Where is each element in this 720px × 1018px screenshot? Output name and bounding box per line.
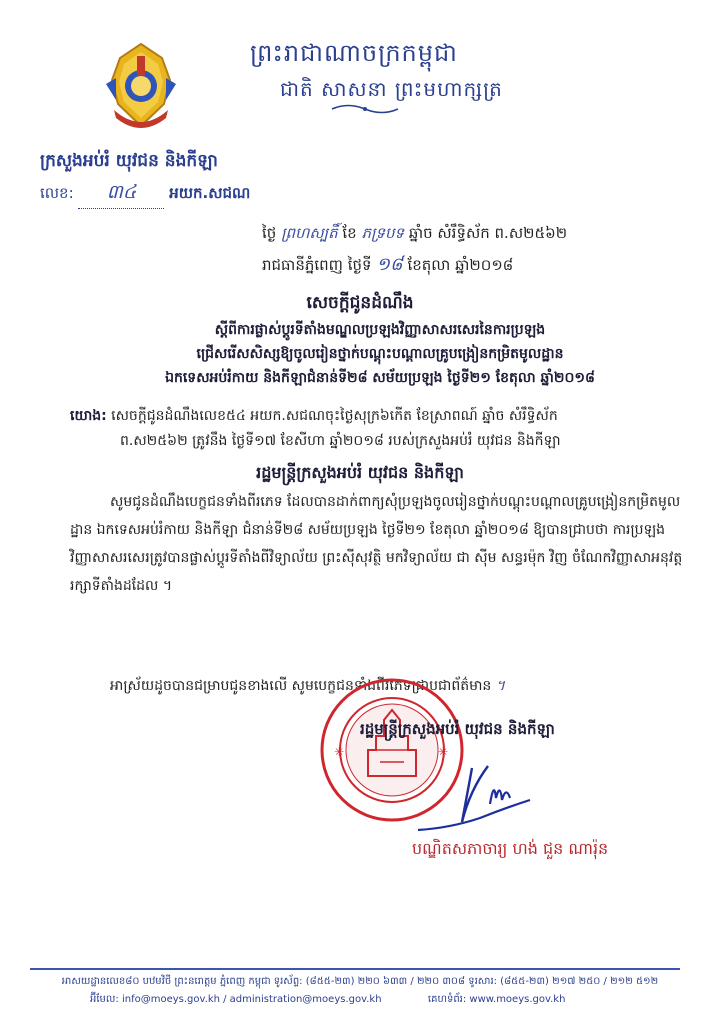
reference-line: សេចក្តីជូនដំណឹងលេខ៥៤ អយក.សជណចុះថ្ងៃសុក្រ៦កើត ខែស្រាពណ៍ ឆ្នាំច សំរឹទ្ធិស័ក — [111, 408, 558, 424]
closing-mark: ។ — [495, 678, 506, 694]
national-motto: ជាតិ សាសនា ព្រះមហាក្សត្រ — [280, 77, 503, 101]
lunar-day: ព្រហស្បតិ៍ — [281, 224, 338, 242]
solar-date-line — [262, 252, 513, 279]
svg-text:✳: ✳ — [438, 745, 449, 759]
ref-code-suffix: អយក.សជណ — [169, 184, 251, 202]
solar-day: ១៨ — [376, 254, 403, 275]
ministry-emblem-icon — [100, 40, 182, 132]
ref-number: ៣៤ — [78, 180, 164, 209]
subject-line: ស្តីពីការផ្លាស់ប្តូរទីតាំងមណ្ឌលប្រឡងវិញ្ញាសាសរសេរនៃការប្រឡង — [214, 322, 546, 338]
footer-contacts — [90, 992, 565, 1007]
lunar-month: ភទ្របទ — [361, 224, 405, 242]
kingdom-title: ព្រះរាជាណាចក្រកម្ពុជា — [250, 39, 458, 67]
reference-label: យោង: — [70, 408, 107, 424]
solar-month-year: ខែតុលា ឆ្នាំ២០១៨ — [407, 256, 514, 274]
signer-name: បណ្ឌិតសភាចារ្យ ហង់ ជួន ណារ៉ុន — [412, 839, 609, 858]
body-paragraph: សូមជូនដំណឹងបេក្ខជនទាំងពីរភេទ ដែលបានដាក់ពាក្យសុំប្រឡងចូលរៀនថ្នាក់បណ្តុះបណ្តាលគ្រូបង្រៀនកម្រិតមូលដ្ឋាន ឯកទេសអប់រំកាយ និងកីឡា ជំនាន់ទី២៨ សម័យប្រឡង ថ្ងៃទី២១ ខែតុលា ឆ្នាំ២០១៨ ឱ្យបានជ្រាបថា ការប្រឡងវិញ្ញាសាសរសេរត្រូវបានផ្លាស់ប្តូរទីតាំងពីវិទ្យាល័យ ព្រះស៊ីសុវត្ថិ មកវិទ្យាល័យ ជា ស៊ីម សន្ធរម៉ុក វិញ ចំណែកវិញ្ញាសាអនុវត្តរក្សាទីតាំងដដែល ។ — [70, 494, 683, 594]
motto-ornament-icon — [330, 102, 400, 116]
website-label: គេហទំព័រ: — [427, 994, 467, 1005]
reference-block — [70, 404, 690, 454]
subject-line: ជ្រើសរើសសិស្សឱ្យចូលរៀនថ្នាក់បណ្តុះបណ្តាលគ្រូបង្រៀនកម្រិតមូលដ្ឋាន — [196, 346, 564, 362]
lunar-month-label: ខែ — [342, 224, 357, 242]
ministry-name: ក្រសួងអប់រំ យុវជន និងកីឡា — [40, 151, 218, 171]
ref-label: លេខ: — [40, 184, 74, 202]
handwritten-signature — [410, 760, 560, 840]
notice-subject — [60, 318, 700, 390]
subject-line: ឯកទេសអប់រំកាយ និងកីឡាជំនាន់ទី២៨ សម័យប្រឡង ថ្ងៃទី២១ ខែតុលា ឆ្នាំ២០១៨ — [165, 370, 595, 386]
reference-number — [40, 180, 250, 209]
website-link[interactable]: www.moeys.gov.kh — [469, 994, 566, 1005]
solar-prefix: រាជធានីភ្នំពេញ ថ្ងៃទី — [262, 256, 372, 274]
notice-title: សេចក្តីជូនដំណឹង — [306, 293, 414, 313]
lunar-year: ឆ្នាំច សំរឹទ្ធិស័ក ព.ស២៥៦២ — [408, 224, 568, 242]
minister-heading: រដ្ឋមន្ត្រីក្រសួងអប់រំ យុវជន និងកីឡា — [256, 463, 464, 482]
email-label: អ៊ីមែល: — [90, 994, 119, 1005]
signature-title: រដ្ឋមន្ត្រីក្រសួងអប់រំ យុវជន និងកីឡា — [360, 720, 555, 738]
svg-text:✳: ✳ — [334, 745, 345, 759]
footer-divider — [30, 968, 680, 970]
lunar-date-line — [262, 224, 567, 246]
lunar-prefix: ថ្ងៃ — [262, 224, 277, 242]
reference-line: ព.ស២៥៦២ ត្រូវនឹង ថ្ងៃទី១៧ ខែសីហា ឆ្នាំ២០១៨ របស់ក្រសួងអប់រំ យុវជន និងកីឡា — [120, 433, 561, 449]
footer-address: អាសយដ្ឋានលេខ៨០ បឋមវិថី ព្រះនរោត្តម ភ្នំពេញ កម្ពុជា ទូរស័ព្ទ: (៨៥៥-២៣) ២២០ ៦៣៣ / ២២០ ៣០៨ ទូរសារ: (៨៥៥-២៣) ២១៧ ២៥០ / ២១២ ៥១២ — [61, 976, 659, 987]
notice-body — [70, 488, 690, 600]
closing-text: អាស្រ័យដូចបានជម្រាបជូនខាងលើ សូមបេក្ខជនទាំងពីរភេទជ្រាបជាព័ត៌មាន — [110, 678, 492, 694]
email-link[interactable]: info@moeys.gov.kh / administration@moeys.gov.kh — [121, 994, 382, 1005]
